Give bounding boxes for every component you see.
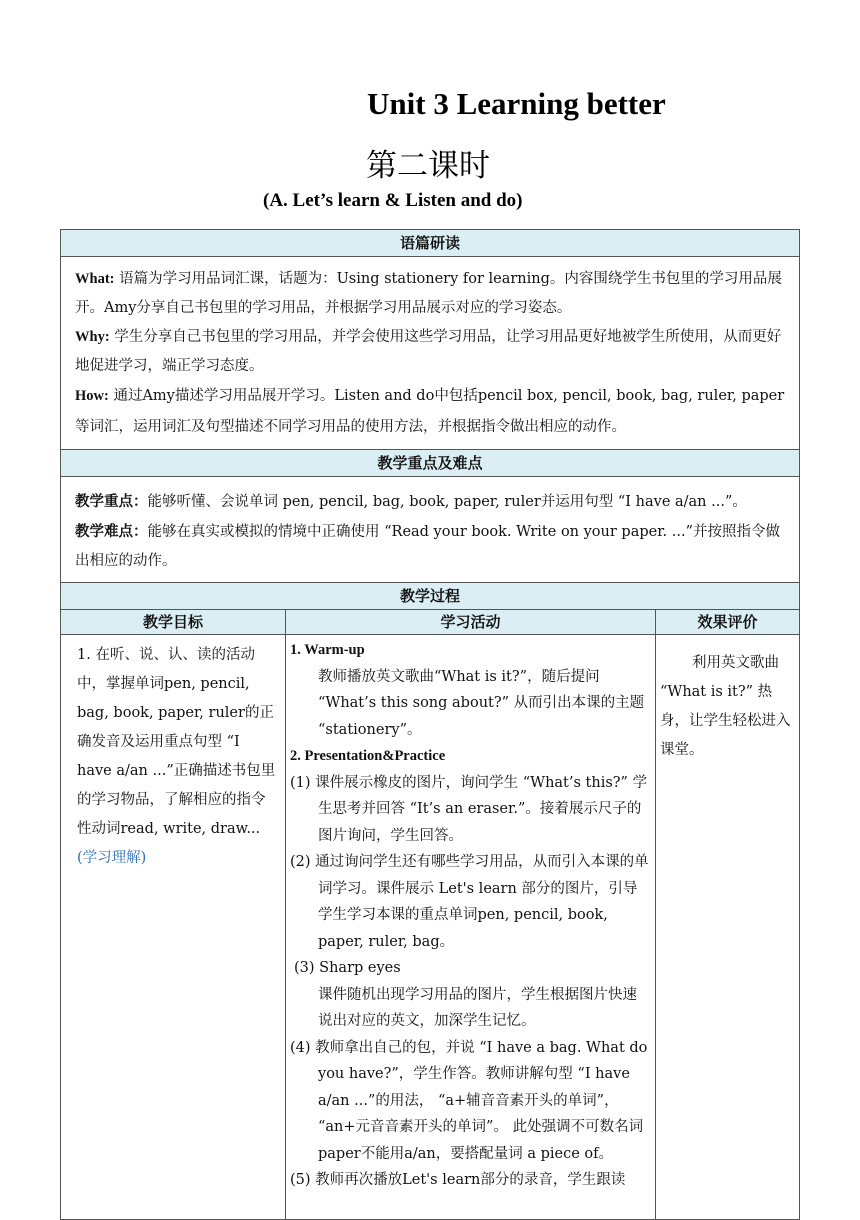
- what-text: 语篇为学习用品词汇课，话题为：Using stationery for learning。内容围绕学生书包里的学习用品展开。Amy分享自己书包里的学习用品，并根据学习用品展示对应的学习姿态。: [75, 271, 782, 316]
- column-headers: [61, 610, 799, 635]
- section-heading-process: 教学过程: [61, 583, 799, 610]
- warmup-title: 1. Warm-up: [290, 642, 365, 658]
- how-label: How:: [75, 388, 109, 404]
- section-heading-analysis: 语篇研读: [61, 230, 799, 257]
- process-row: [61, 635, 799, 1219]
- lesson-subtitle: (A. Let’s learn & Listen and do): [263, 190, 523, 211]
- goal-cell: [61, 635, 285, 1219]
- section-heading-keypoints: 教学重点及难点: [61, 450, 799, 477]
- key-point-text: 能够听懂、会说单词 pen, pencil, bag, book, paper, ruler并运用句型 “I have a/an ...”。: [147, 494, 747, 510]
- activity-item-2: (2) 通过询问学生还有哪些学习用品，从而引入本课的单词学习。课件展示 Let's learn 部分的图片，引导学生学习本课的重点单词pen, pencil, book, paper, ruler, bag。: [290, 854, 649, 950]
- goal-tag: (学习理解): [77, 850, 147, 866]
- activity-item-3-title: (3) Sharp eyes: [294, 960, 401, 976]
- goal-text: 1. 在听、说、认、读的活动中，掌握单词pen, pencil, bag, book, paper, ruler的正确发音及运用重点句型 “I have a/an ...”正确描述书包里的学习物品，了解相应的指令性动词read, write, draw...: [77, 647, 276, 837]
- lesson-title: 第二课时: [366, 148, 490, 183]
- key-point: [75, 487, 785, 517]
- warmup-text: 教师播放英文歌曲“What is it?”，随后提问 “What’s this song about?” 从而引出本课的主题 “stationery”。: [318, 668, 645, 738]
- why-paragraph: [75, 323, 785, 381]
- activity-item-1: (1) 课件展示橡皮的图片，询问学生 “What’s this?” 学生思考并回答 “It’s an eraser.”。接着展示尺子的图片询问，学生回答。: [290, 774, 648, 844]
- column-header-goal: 教学目标: [61, 610, 285, 634]
- what-paragraph: [75, 265, 785, 323]
- difficult-point-text: 能够在真实或模拟的情境中正确使用 “Read your book. Write on your paper. ...”并按照指令做出相应的动作。: [75, 524, 781, 569]
- keypoints-body: [61, 477, 799, 583]
- difficult-point: [75, 517, 785, 576]
- column-header-activity: 学习活动: [285, 610, 655, 634]
- activity-item-5: (5) 教师再次播放Let's learn部分的录音，学生跟读: [290, 1172, 626, 1188]
- lesson-plan-table: [60, 229, 800, 1220]
- key-point-label: 教学重点：: [75, 493, 148, 510]
- how-text: 通过Amy描述学习用品展开学习。Listen and do中包括pencil box, pencil, book, bag, ruler, paper等词汇，运用词汇及句型描述不同学习用品的使用方法，并根据指令做出相应的动作。: [75, 388, 785, 435]
- what-label: What:: [75, 271, 115, 287]
- presentation-title: 2. Presentation&Practice: [290, 748, 446, 764]
- evaluation-cell: [655, 635, 799, 1219]
- activity-cell: [285, 635, 655, 1219]
- how-paragraph: [75, 381, 785, 443]
- difficult-point-label: 教学难点：: [75, 523, 148, 540]
- document-title: Unit 3 Learning better: [367, 86, 666, 121]
- column-header-evaluation: 效果评价: [655, 610, 799, 634]
- analysis-body: [61, 257, 799, 450]
- why-label: Why:: [75, 329, 110, 345]
- evaluation-text: 利用英文歌曲 “What is it?” 热身，让学生轻松进入课堂。: [660, 655, 791, 758]
- activity-item-3-text: 课件随机出现学习用品的图片，学生根据图片快速说出对应的英文，加深学生记忆。: [318, 986, 637, 1029]
- why-text: 学生分享自己书包里的学习用品，并学会使用这些学习用品，让学习用品更好地被学生所使用，从而更好地促进学习，端正学习态度。: [75, 329, 782, 374]
- activity-item-4: (4) 教师拿出自己的包，并说 “I have a bag. What do you have?”，学生作答。教师讲解句型 “I have a/an ...”的用法， “a+辅音音素开头的单词”， “an+元音音素开头的单词”。 此处强调不可数名词paper不能用a/an，要搭配量词 a piece of。: [290, 1039, 648, 1162]
